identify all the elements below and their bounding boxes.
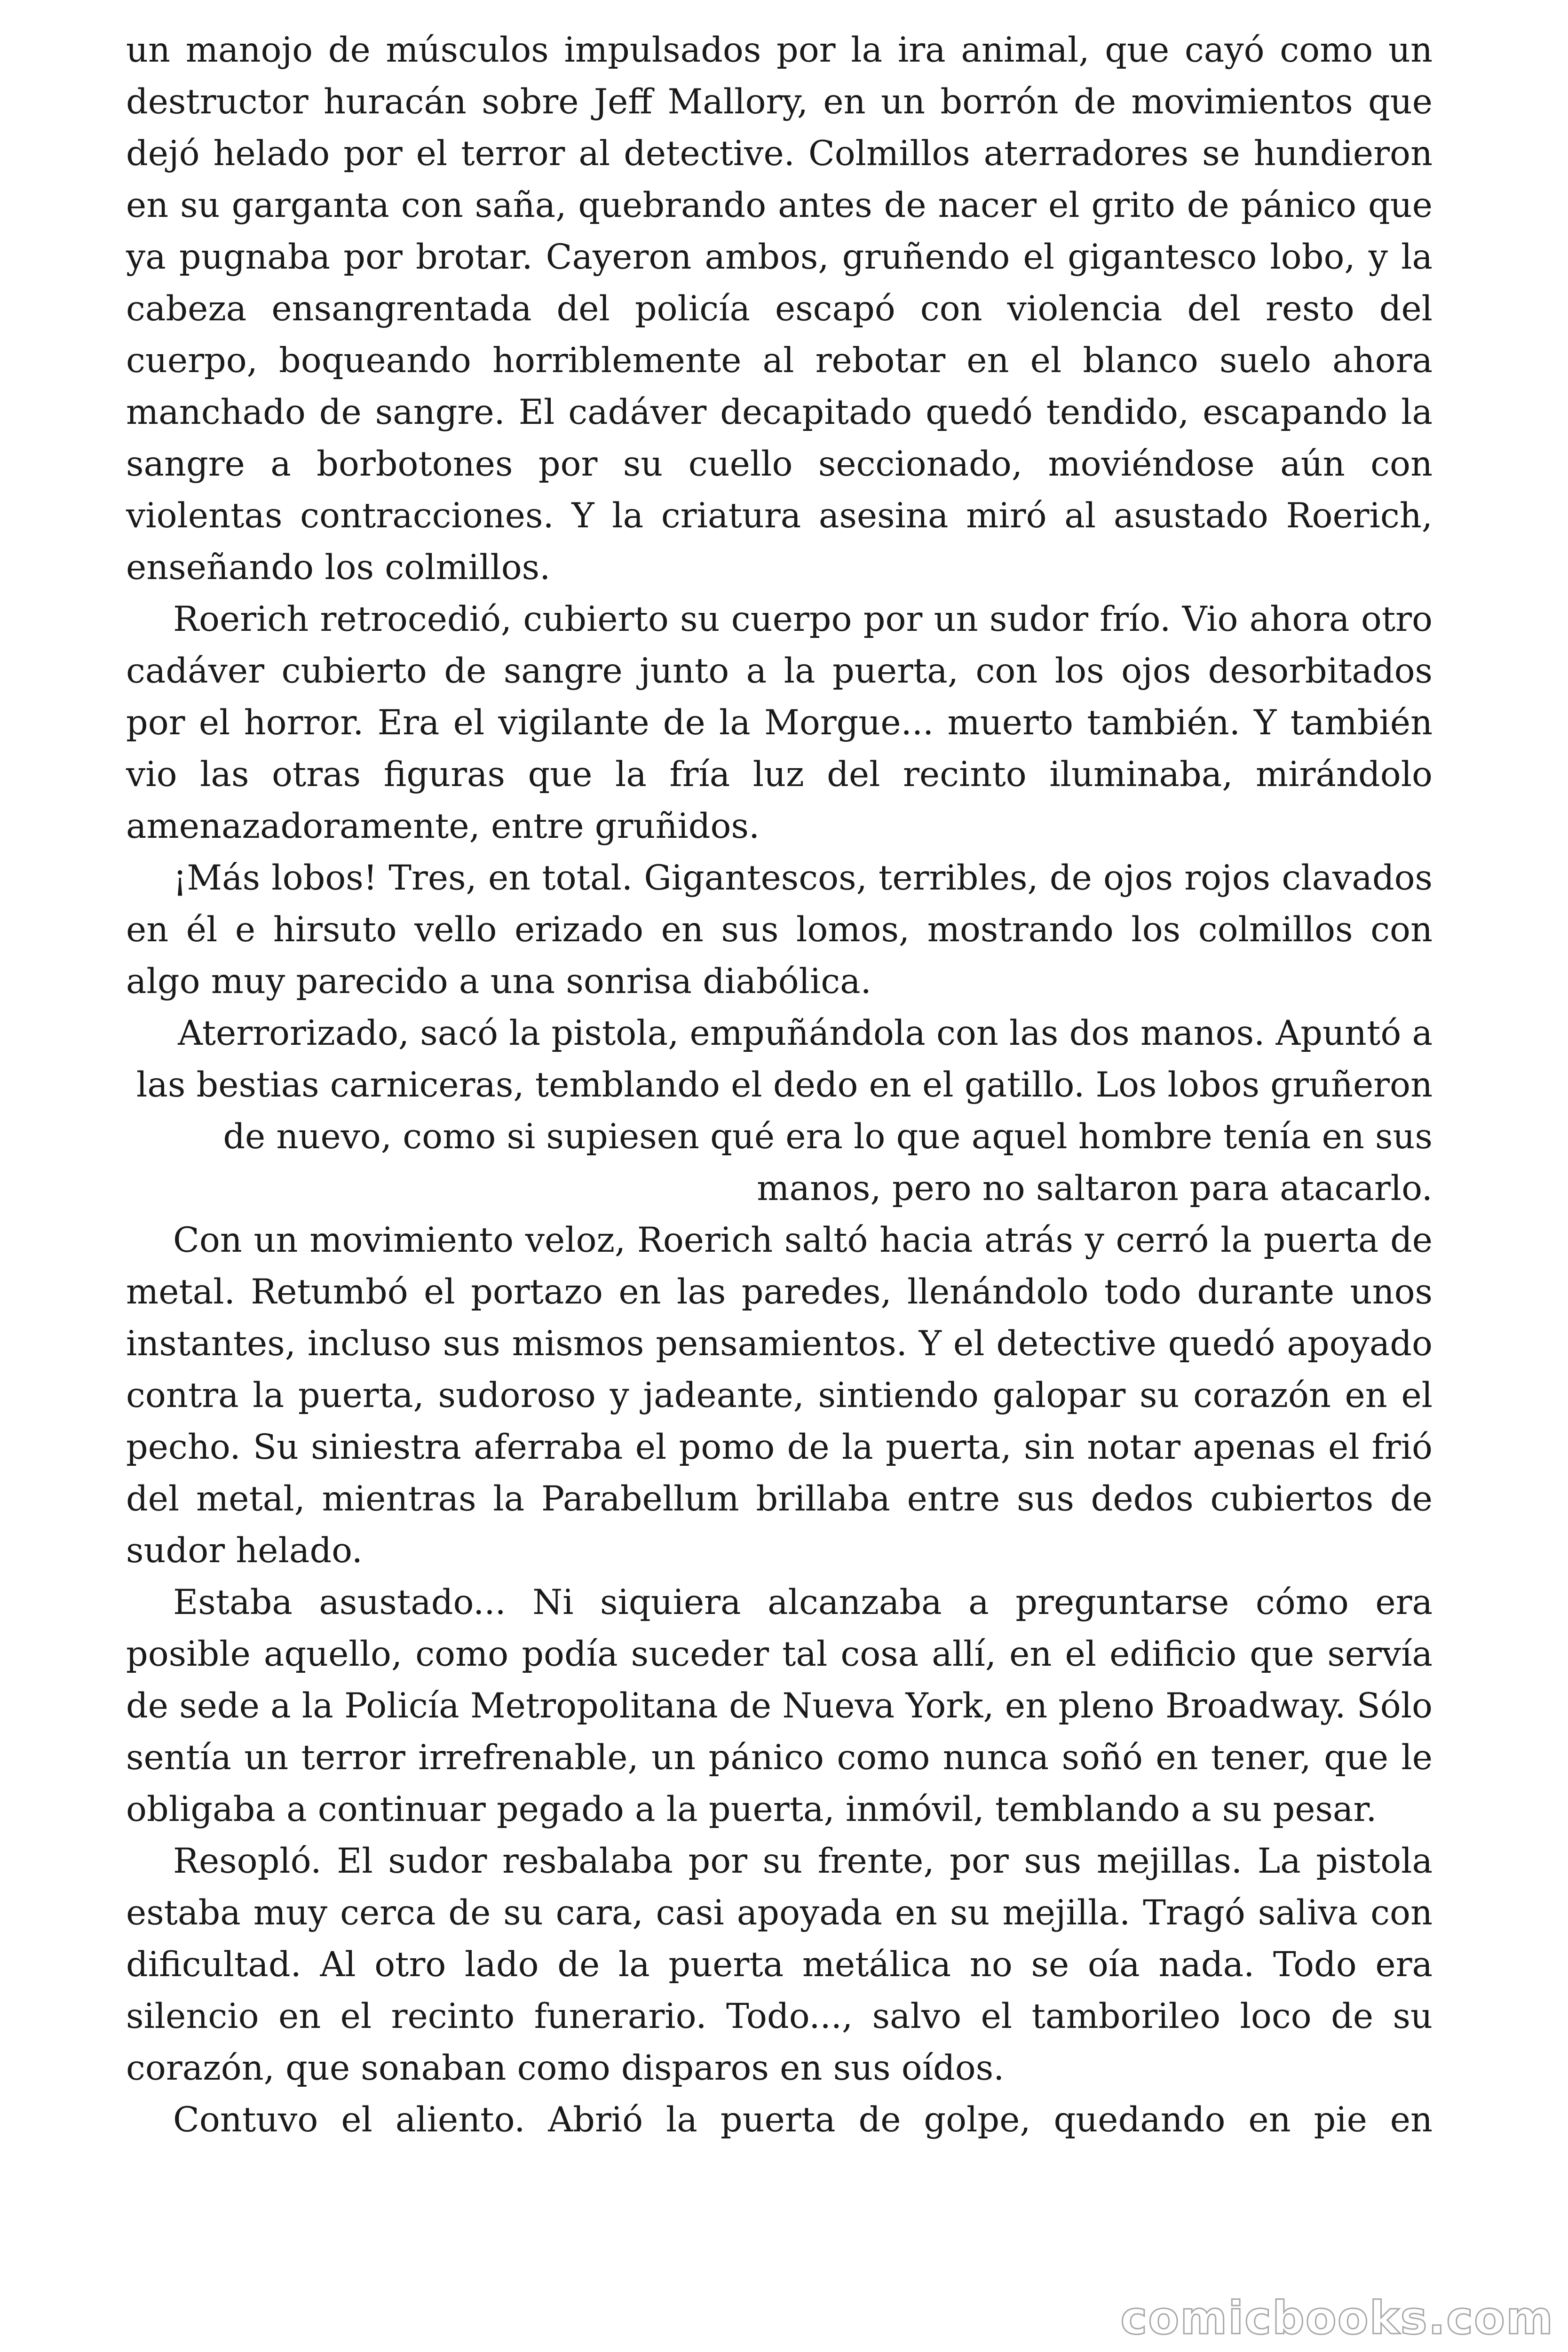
paragraph-2: Roerich retrocedió, cubierto su cuerpo por un sudor frío. Vio ahora otro cadáver cubierto de sangre junto a la puerta, con los ojos desorbitados por el horror. Era el vigilante de la Morgue... muerto también. Y también vio las otras figuras que la fría luz del recinto iluminaba, mirándolo amenazadoramente, entre gruñidos. xyxy=(126,599,1433,846)
paragraph-6: Estaba asustado... Ni siquiera alcanzaba a preguntarse cómo era posible aquello, como podía suceder tal cosa allí, en el edificio que servía de sede a la Policía Metropolitana de Nueva York, en pleno Broadway. Sólo sentía un terror irrefrenable, un pánico como nunca soñó en tener, que le obligaba a continuar pegado a la puerta, inmóvil, temblando a su pesar. xyxy=(126,1582,1433,1829)
paragraph-3: ¡Más lobos! Tres, en total. Gigantescos, terribles, de ojos rojos clavados en él e hirsuto vello erizado en sus lomos, mostrando los colmillos con algo muy parecido a una sonrisa diabólica. xyxy=(126,858,1433,1001)
book-page xyxy=(126,24,1433,2146)
paragraph-8: Contuvo el aliento. Abrió la puerta de golpe, quedando en pie en xyxy=(173,2100,1433,2140)
site-watermark: comicbooks.com xyxy=(1120,2292,1554,2344)
paragraph-1: un manojo de músculos impulsados por la ira animal, que cayó como un destructor huracán sobre Jeff Mallory, en un borrón de movimientos que dejó helado por el terror al detective. Colmillos aterradores se hundieron en su garganta con saña, quebrando antes de nacer el grito de pánico que ya pugnaba por brotar. Cayeron ambos, gruñendo el gigantesco lobo, y la cabeza ensangrentada del policía escapó con violencia del resto del cuerpo, boqueando horriblemente al rebotar en el blanco suelo ahora manchado de sangre. El cadáver decapitado quedó tendido, escapando la sangre a borbotones por su cuello seccionado, moviéndose aún con violentas contracciones. Y la criatura asesina miró al asustado Roerich, enseñando los colmillos. xyxy=(126,30,1433,588)
paragraph-7: Resopló. El sudor resbalaba por su frente, por sus mejillas. La pistola estaba muy cerca de su cara, casi apoyada en su mejilla. Tragó saliva con dificultad. Al otro lado de la puerta metálica no se oía nada. Todo era silencio en el recinto funerario. Todo..., salvo el tamborileo loco de su corazón, que sonaban como disparos en sus oídos. xyxy=(126,1841,1433,2088)
paragraph-5: Con un movimiento veloz, Roerich saltó hacia atrás y cerró la puerta de metal. Retumbó el portazo en las paredes, llenándolo todo durante unos instantes, incluso sus mismos pensamientos. Y el detective quedó apoyado contra la puerta, sudoroso y jadeante, sintiendo galopar su corazón en el pecho. Su siniestra aferraba el pomo de la puerta, sin notar apenas el frió del metal, mientras la Parabellum brillaba entre sus dedos cubiertos de sudor helado. xyxy=(126,1220,1433,1571)
paragraph-4: Aterrorizado, sacó la pistola, empuñándola con las dos manos. Apuntó a las bestias carniceras, temblando el dedo en el gatillo. Los lobos gruñeron de nuevo, como si supiesen qué era lo que aquel hombre tenía en sus manos, pero no saltaron para atacarlo. xyxy=(136,1013,1433,1208)
